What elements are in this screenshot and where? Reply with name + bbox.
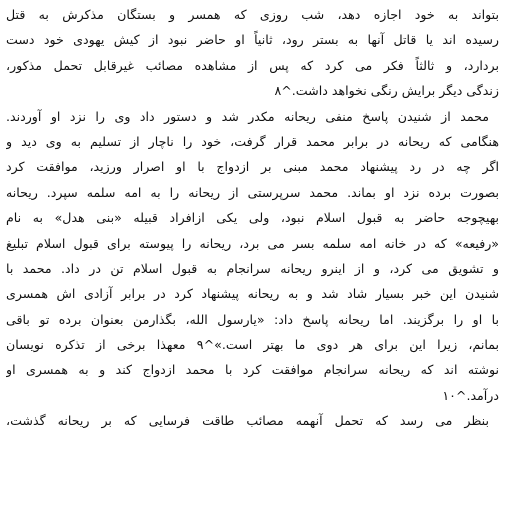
text-line: و تشویق می کرد، و از اینرو ریحانه سرانجام به قبول اسلام تن در داد. محمد با	[6, 260, 499, 276]
paragraph-rayhana-conversion	[6, 104, 499, 409]
text-line: بصورت برده نزد او بماند. محمد سرپرستی از ریحانه را به امه سلمه سپرد. ریحانه	[6, 184, 499, 200]
text-line: بنظر می رسد که تحمل آنهمه مصائب طاقت فرسایی که بر ریحانه گذشت،	[6, 413, 489, 429]
text-line: نوشته اند که ریحانه سرانجام موافقت کرد با محمد ازدواج کند و به همسری او	[6, 362, 499, 378]
text-line: شنیدن این خبر بسیار شاد شد و به ریحانه پیشنهاد کرد در برابر آزادی اش همسری	[6, 286, 499, 302]
text-line: «رفیعه» که در خانه امه سلمه بسر می برد، ریحانه را پیوسته برای قبول اسلام تبلیغ	[6, 235, 499, 251]
text-line: بردارد، و ثالثاً فکر می کرد که پس از مشاهده مصائب غیرقابل تحمل مذکور،	[6, 57, 499, 73]
text-line: درآمد.^۱۰	[442, 387, 499, 403]
text-line: بمانم، زیرا این برای هر دوی ما بهتر است.»^۹ معهذا برخی از تذکره نویسان	[6, 337, 499, 353]
text-line: بهیچوجه حاضر به قبول اسلام نبود، ولی یکی ازافراد قبیله «بنی هدل» به نام	[6, 210, 499, 226]
paragraph-rayhana-refusal	[6, 2, 499, 104]
text-line: هنگامی که ریحانه در برابر محمد قرار گرفت، خود را ناچار از تسلیم به وی دید و	[6, 133, 499, 149]
text-line: زندگی دیگر برایش رنگی نخواهد داشت.^۸	[274, 83, 499, 99]
text-line: رسیده اند یا قاتل آنها به بستر رود، ثانیاً او حاضر نبود از کیش یهودی خود دست	[6, 32, 499, 48]
text-line: محمد از شنیدن پاسخ منفی ریحانه مکدر شد و دستور داد وی را نزد او آوردند.	[6, 108, 489, 124]
text-line: با او را برگزیند. اما ریحانه پاسخ داد: «یارسول الله، بگذارمن بعنوان برده تو باقی	[6, 311, 499, 327]
text-line: بتواند به خود اجازه دهد، شب روزی که همسر و بستگان مذکرش به قتل	[6, 7, 499, 22]
paragraph-final	[6, 408, 499, 433]
text-line: اگر چه در رد پیشنهاد محمد مبنی بر ازدواج با او اصرار ورزید، موافقت کرد	[6, 159, 499, 175]
